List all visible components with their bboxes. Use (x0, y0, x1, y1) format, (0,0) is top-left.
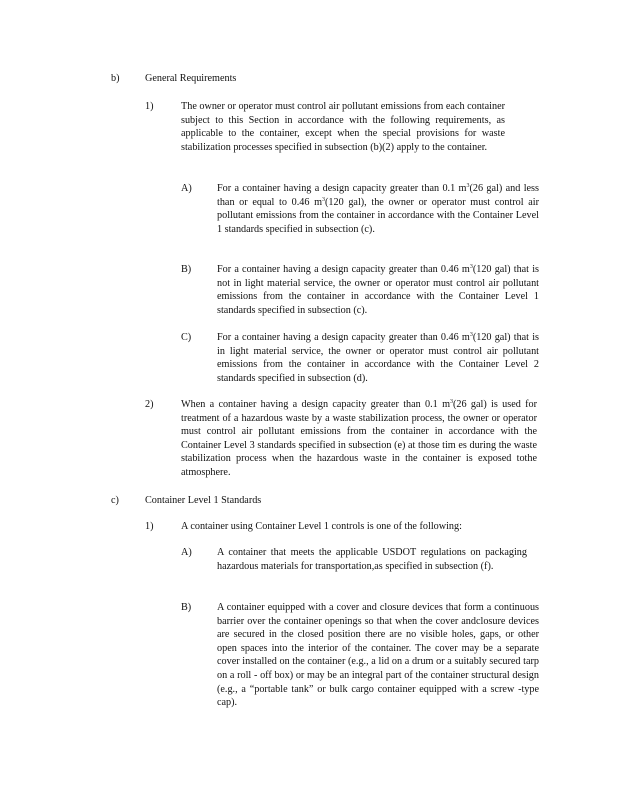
c1-text: A container using Container Level 1 controls is one of the following: (181, 521, 462, 532)
c1A-text: A container that meets the applicable USDOT regulations on packaging hazardous materials for transportation,as specified in subsection (f). (217, 547, 527, 572)
section-b-label: b) (111, 73, 120, 84)
b1-text: The owner or operator must control air pollutant emissions from each container subject to this Section in accordance with the following requirements, as applicable to the container, except when the special provisions for waste stabilization processes specified in subsection (b)(2) apply to the container. (181, 101, 505, 153)
b1B-text: For a container having a design capacity greater than 0.46 $m^3(120$ gal) that is not in light material service, the owner or operator must control air pollutant emissions from the container in accordance with the Container Level 1 standards specified in subsection (c). (217, 264, 540, 316)
section-c-heading: Container Level 1 Standards (145, 495, 262, 506)
b1-label: 1) (145, 101, 154, 112)
b1B-label: B) (181, 264, 192, 275)
c1B-text: A container equipped with a cover and closure devices that form a continuous barrier over the container openings so that when the cover andclosure devices are secured in the closed position there are no visible holes, gaps, or other open spaces into the interior of the container. The cover may be a separate cover installed on the container (e.g., a lid on a drum or a suitably secured tarp on a roll - off box) or may be an integral part of the container structural design (e.g., a “portable tank” or bulk cargo container equipped with a screw -type cap). (217, 602, 539, 709)
b1C-text: For a container having a design capacity greater than 0.46 $m^3(120$ gal) that is in light material service, the owner or operator must control air pollutant emissions from the container in accordance with the Container Level 2 standards specified in subsection (d). (217, 332, 540, 384)
c1B-label: B) (181, 602, 192, 613)
section-c-label: c) (111, 495, 119, 506)
b1A-label: A) (181, 183, 192, 194)
b1A-text: For a container having a design capacity greater than 0.1 $m^3(26$ gal) and less than or equal to 0.46 $m^3(120$ gal), the owner or operator must control air pollutant emissions from the container in accordance with the Container Level 1 standards specified in subsection (c). (217, 183, 540, 235)
b2-label: 2) (145, 399, 154, 410)
b1C-label: C) (181, 332, 192, 343)
c1A-label: A) (181, 547, 192, 558)
section-b-heading: General Requirements (145, 73, 237, 84)
c1-label: 1) (145, 521, 154, 532)
b2-text: When a container having a design capacity greater than 0.1 $m^3(26$ gal) is used for treatment of a hazardous waste by a waste stabilization process, the owner or operator must control air pollutant emissions from the container in accordance with the Container Level 3 standards specified in subsection (e) at those tim es during the waste stabilization process when the hazardous waste in the container is exposed tothe atmosphere. (181, 399, 537, 478)
